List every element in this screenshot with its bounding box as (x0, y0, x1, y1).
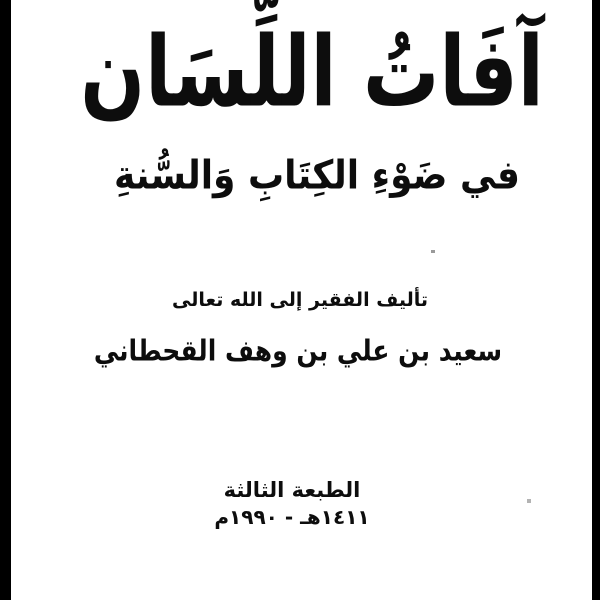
book-title: آفَاتُ اللِّسَان (80, 14, 544, 129)
edition-label: الطبعة الثالثة (223, 478, 361, 502)
book-subtitle: في ضَوْءِ الكِتَابِ وَالسُّنةِ (114, 153, 520, 199)
author-name: سعيد بن علي بن وهف القحطاني (93, 334, 503, 368)
scan-speck (527, 499, 531, 503)
scan-edge-right (592, 0, 600, 600)
imprint-block (214, 476, 369, 530)
scan-edge-left (0, 0, 11, 600)
publication-date: ١٤١١هـ - ١٩٩٠م (214, 505, 370, 529)
scan-speck (431, 250, 435, 253)
author-byline: تأليف الفقير إلى الله تعالى (172, 289, 428, 311)
